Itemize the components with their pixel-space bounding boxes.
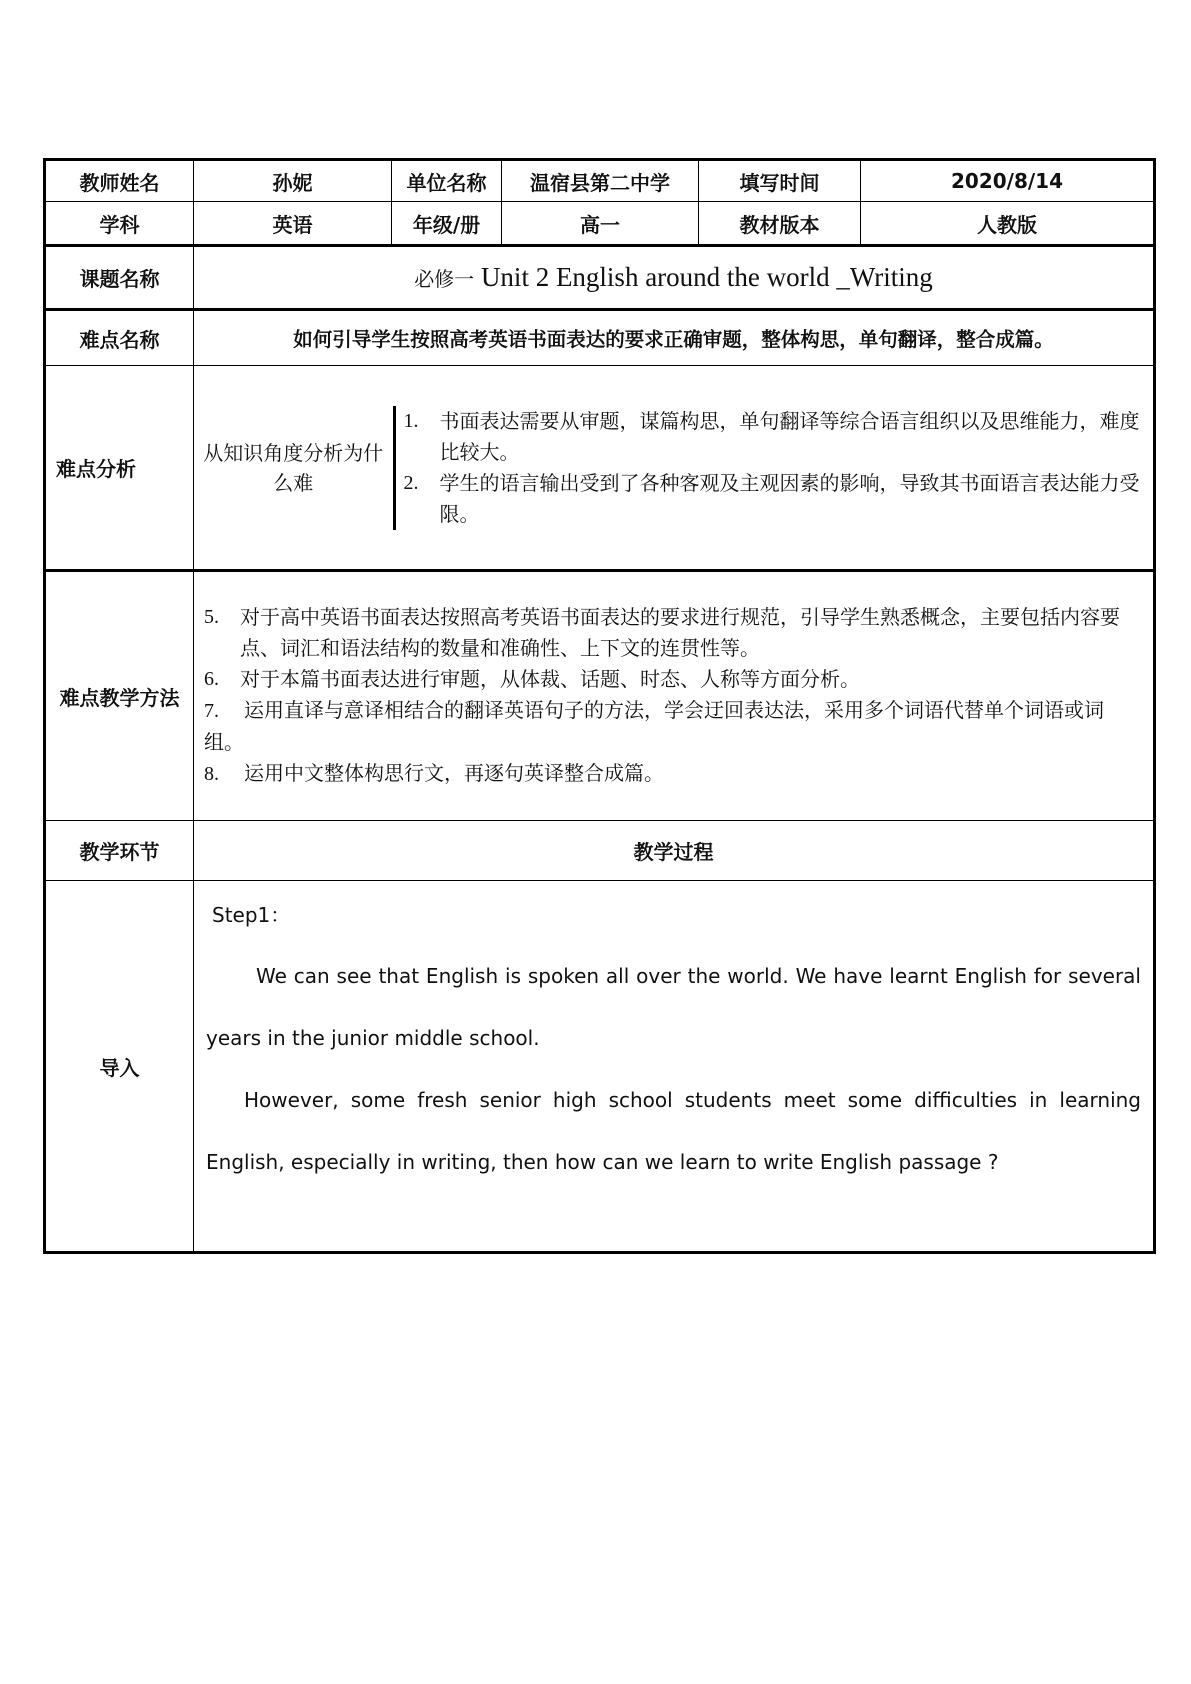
edition-label: 教材版本 [699, 202, 861, 246]
fill-date-label: 填写时间 [699, 160, 861, 202]
methods-content [194, 571, 1155, 821]
intro-label: 导入 [45, 881, 194, 1253]
analysis-row [45, 366, 1155, 571]
analysis-label: 难点分析 [45, 366, 194, 571]
analysis-list-cell [394, 406, 1153, 530]
method-item-5-text: 对于高中英语书面表达按照高考英语书面表达的要求进行规范，引导学生熟悉概念，主要包括内容要点、词汇和语法结构的数量和准确性、上下文的连贯性等。 [240, 605, 1120, 660]
analysis-content [194, 366, 1155, 571]
intro-row [45, 881, 1155, 1253]
intro-paragraph-2: However, some fresh senior high school students meet some difficulties in learning English, especially in writing, then how can we learn to write English passage ? [206, 1088, 1141, 1174]
analysis-item-2-num: 2. [403, 471, 419, 494]
subject-value: 英语 [194, 202, 392, 246]
topic-value-en: Unit 2 English around the world _Writing [474, 262, 933, 292]
method-item-7-text: 运用直译与意译相结合的翻译英语句子的方法，学会迂回表达法，采用多个词语代替单个词语或词组。 [204, 698, 1104, 754]
unit-name-value: 温宿县第二中学 [502, 160, 699, 202]
analysis-sub-label: 从知识角度分析为什么难 [194, 406, 394, 530]
intro-content [194, 881, 1155, 1253]
analysis-item-1-num: 1. [403, 409, 419, 432]
method-item-5 [204, 602, 1141, 664]
process-header-row [45, 821, 1155, 881]
analysis-item-1-text: 书面表达需要从审题，谋篇构思，单句翻译等综合语言组织以及思维能力，难度比较大。 [439, 408, 1140, 464]
lesson-plan-table [43, 158, 1156, 1254]
method-item-6-num: 6. [204, 668, 219, 690]
analysis-subtable [194, 406, 1153, 530]
process-stage-label: 教学环节 [45, 821, 194, 881]
method-item-7 [204, 695, 1141, 758]
analysis-list [404, 406, 1142, 530]
difficulty-row [45, 310, 1155, 366]
method-item-6-text: 对于本篇书面表达进行审题，从体裁、话题、时态、人称等方面分析。 [240, 667, 860, 691]
methods-list [204, 602, 1141, 790]
topic-label: 课题名称 [45, 246, 194, 310]
method-item-5-num: 5. [204, 606, 219, 628]
edition-value: 人教版 [861, 202, 1155, 246]
info-row-2 [45, 202, 1155, 246]
method-item-8-num: 8. [204, 763, 219, 785]
info-row-1 [45, 160, 1155, 202]
analysis-item-1 [404, 406, 1142, 468]
process-label: 教学过程 [194, 821, 1155, 881]
method-item-7-num: 7. [204, 700, 219, 722]
teacher-name-label: 教师姓名 [45, 160, 194, 202]
topic-row [45, 246, 1155, 310]
intro-paragraph-1: We can see that English is spoken all over the world. We have learnt English for several years in the junior middle school. [206, 964, 1141, 1050]
grade-value: 高一 [502, 202, 699, 246]
method-item-8 [204, 758, 1141, 790]
topic-value [194, 246, 1155, 310]
unit-name-label: 单位名称 [392, 160, 502, 202]
teacher-name-value: 孙妮 [194, 160, 392, 202]
methods-row [45, 571, 1155, 821]
intro-step-title: Step1： [212, 903, 291, 927]
fill-date-value: 2020/8/14 [861, 160, 1155, 202]
method-item-8-text: 运用中文整体构思行文，再逐句英译整合成篇。 [244, 761, 664, 785]
difficulty-label: 难点名称 [45, 310, 194, 366]
analysis-item-2 [404, 468, 1142, 530]
subject-label: 学科 [45, 202, 194, 246]
analysis-item-2-text: 学生的语言输出受到了各种客观及主观因素的影响，导致其书面语言表达能力受限。 [439, 470, 1140, 526]
difficulty-value: 如何引导学生按照高考英语书面表达的要求正确审题，整体构思，单句翻译，整合成篇。 [194, 310, 1155, 366]
method-item-6 [204, 664, 1141, 695]
methods-label: 难点教学方法 [45, 571, 194, 821]
grade-label: 年级/册 [392, 202, 502, 246]
topic-value-cn: 必修一 [414, 267, 475, 291]
